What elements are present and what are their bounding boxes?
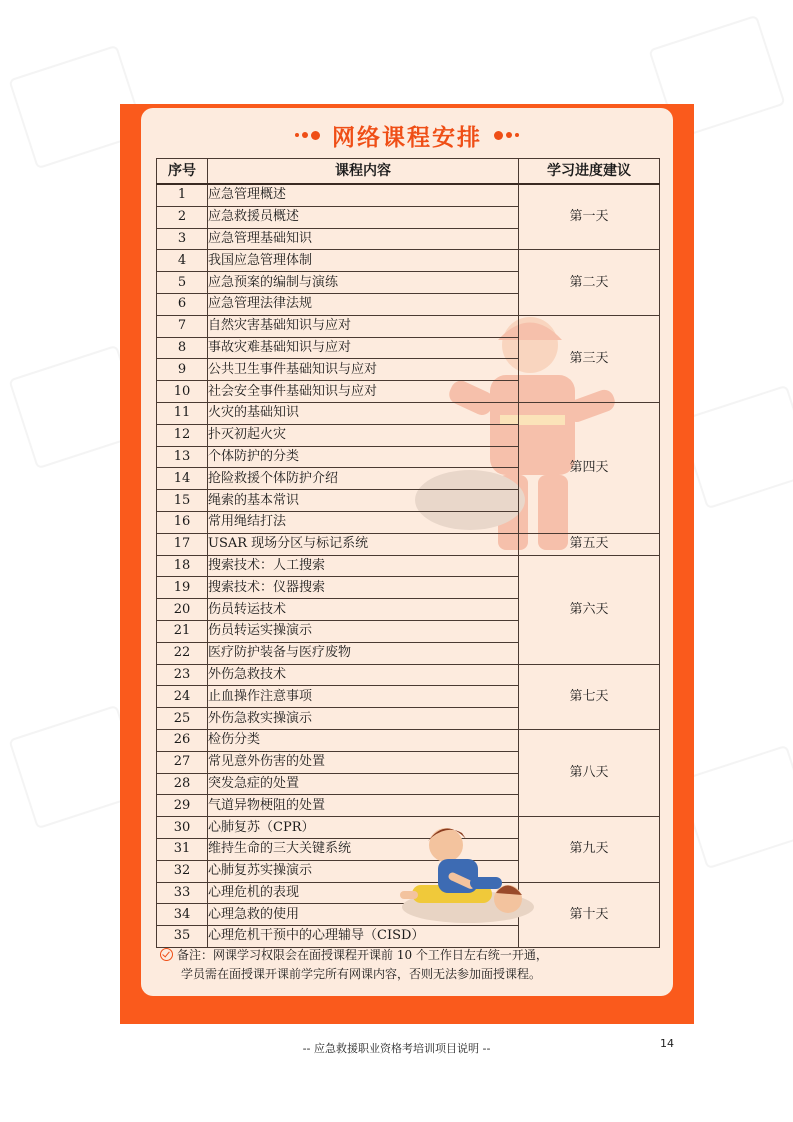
- study-day-label: 第九天: [519, 817, 660, 882]
- watermark-logo: [678, 385, 793, 510]
- table-row: [157, 729, 660, 751]
- course-number: 14: [157, 468, 208, 490]
- course-number: 5: [157, 272, 208, 294]
- course-title: 心理急救的使用: [208, 904, 519, 926]
- course-title: 火灾的基础知识: [208, 402, 519, 424]
- page-footer: -- 应急救援职业资格考培训项目说明 --: [302, 1042, 491, 1055]
- course-title: 搜索技术：人工搜索: [208, 555, 519, 577]
- course-title: 抢险救援个体防护介绍: [208, 468, 519, 490]
- header-day: 学习进度建议: [519, 159, 660, 185]
- course-title: 自然灾害基础知识与应对: [208, 315, 519, 337]
- course-number: 28: [157, 773, 208, 795]
- study-day-label: 第七天: [519, 664, 660, 729]
- study-day-label: 第五天: [519, 533, 660, 555]
- check-circle-icon: [160, 948, 173, 961]
- title-dots-right-icon: [494, 131, 519, 140]
- course-title: 绳索的基本常识: [208, 490, 519, 512]
- header-num: 序号: [157, 159, 208, 185]
- course-number: 32: [157, 860, 208, 882]
- course-title: 止血操作注意事项: [208, 686, 519, 708]
- table-row: [157, 664, 660, 686]
- course-title: 社会安全事件基础知识与应对: [208, 381, 519, 403]
- table-row: [157, 533, 660, 555]
- table-row: [157, 315, 660, 337]
- course-title: 个体防护的分类: [208, 446, 519, 468]
- course-title: 应急救援员概述: [208, 206, 519, 228]
- study-day-label: 第六天: [519, 555, 660, 664]
- course-title: 常见意外伤害的处置: [208, 751, 519, 773]
- course-title: 公共卫生事件基础知识与应对: [208, 359, 519, 381]
- course-number: 22: [157, 642, 208, 664]
- card-title-row: [141, 118, 673, 152]
- course-title: 应急管理法律法规: [208, 293, 519, 315]
- course-number: 6: [157, 293, 208, 315]
- course-number: 2: [157, 206, 208, 228]
- course-title: 扑灭初起火灾: [208, 424, 519, 446]
- course-number: 8: [157, 337, 208, 359]
- table-row: [157, 184, 660, 206]
- course-title: 突发急症的处置: [208, 773, 519, 795]
- course-number: 11: [157, 402, 208, 424]
- course-number: 9: [157, 359, 208, 381]
- note-line-2: 学员需在面授课开课前学完所有网课内容，否则无法参加面授课程。: [181, 967, 542, 981]
- course-number: 17: [157, 533, 208, 555]
- course-title: 心理危机的表现: [208, 882, 519, 904]
- course-number: 7: [157, 315, 208, 337]
- course-title: 维持生命的三大关键系统: [208, 838, 519, 860]
- course-number: 29: [157, 795, 208, 817]
- course-title: 应急管理概述: [208, 184, 519, 206]
- course-number: 19: [157, 577, 208, 599]
- study-day-label: 第十天: [519, 882, 660, 947]
- course-number: 15: [157, 490, 208, 512]
- watermark-logo: [678, 745, 793, 870]
- course-number: 24: [157, 686, 208, 708]
- course-number: 25: [157, 708, 208, 730]
- schedule-note: [160, 946, 660, 984]
- card-title: 网络课程安排: [332, 124, 482, 151]
- course-title: 应急管理基础知识: [208, 228, 519, 250]
- course-number: 13: [157, 446, 208, 468]
- course-title: USAR 现场分区与标记系统: [208, 533, 519, 555]
- course-title: 心肺复苏（CPR）: [208, 817, 519, 839]
- table-row: [157, 250, 660, 272]
- table-header-row: [157, 159, 660, 185]
- course-title: 伤员转运技术: [208, 599, 519, 621]
- cpr-illustration-icon: [398, 815, 543, 935]
- course-title: 我国应急管理体制: [208, 250, 519, 272]
- course-number: 23: [157, 664, 208, 686]
- course-number: 35: [157, 926, 208, 948]
- title-dots-left-icon: [295, 131, 320, 140]
- course-title: 外伤急救实操演示: [208, 708, 519, 730]
- course-number: 12: [157, 424, 208, 446]
- table-row: [157, 555, 660, 577]
- course-number: 31: [157, 838, 208, 860]
- note-line-1: 备注：网课学习权限会在面授课程开课前 10 个工作日左右统一开通，: [177, 948, 548, 962]
- study-day-label: 第二天: [519, 250, 660, 315]
- course-title: 事故灾难基础知识与应对: [208, 337, 519, 359]
- study-day-label: 第八天: [519, 729, 660, 816]
- page-number: 14: [660, 1037, 674, 1050]
- course-number: 10: [157, 381, 208, 403]
- course-title: 应急预案的编制与演练: [208, 272, 519, 294]
- study-day-label: 第三天: [519, 315, 660, 402]
- course-number: 16: [157, 511, 208, 533]
- header-content: 课程内容: [208, 159, 519, 185]
- table-row: [157, 402, 660, 424]
- course-number: 3: [157, 228, 208, 250]
- course-number: 34: [157, 904, 208, 926]
- course-title: 外伤急救技术: [208, 664, 519, 686]
- course-title: 气道异物梗阻的处置: [208, 795, 519, 817]
- course-number: 20: [157, 599, 208, 621]
- course-title: 医疗防护装备与医疗废物: [208, 642, 519, 664]
- course-number: 21: [157, 620, 208, 642]
- course-title: 常用绳结打法: [208, 511, 519, 533]
- course-number: 4: [157, 250, 208, 272]
- course-number: 1: [157, 184, 208, 206]
- course-number: 27: [157, 751, 208, 773]
- course-title: 搜索技术：仪器搜索: [208, 577, 519, 599]
- course-number: 18: [157, 555, 208, 577]
- course-number: 26: [157, 729, 208, 751]
- course-title: 心肺复苏实操演示: [208, 860, 519, 882]
- study-day-label: 第一天: [519, 184, 660, 250]
- course-number: 30: [157, 817, 208, 839]
- course-title: 检伤分类: [208, 729, 519, 751]
- course-number: 33: [157, 882, 208, 904]
- course-title: 伤员转运实操演示: [208, 620, 519, 642]
- course-title: 心理危机干预中的心理辅导（CISD）: [208, 926, 519, 948]
- study-day-label: 第四天: [519, 402, 660, 533]
